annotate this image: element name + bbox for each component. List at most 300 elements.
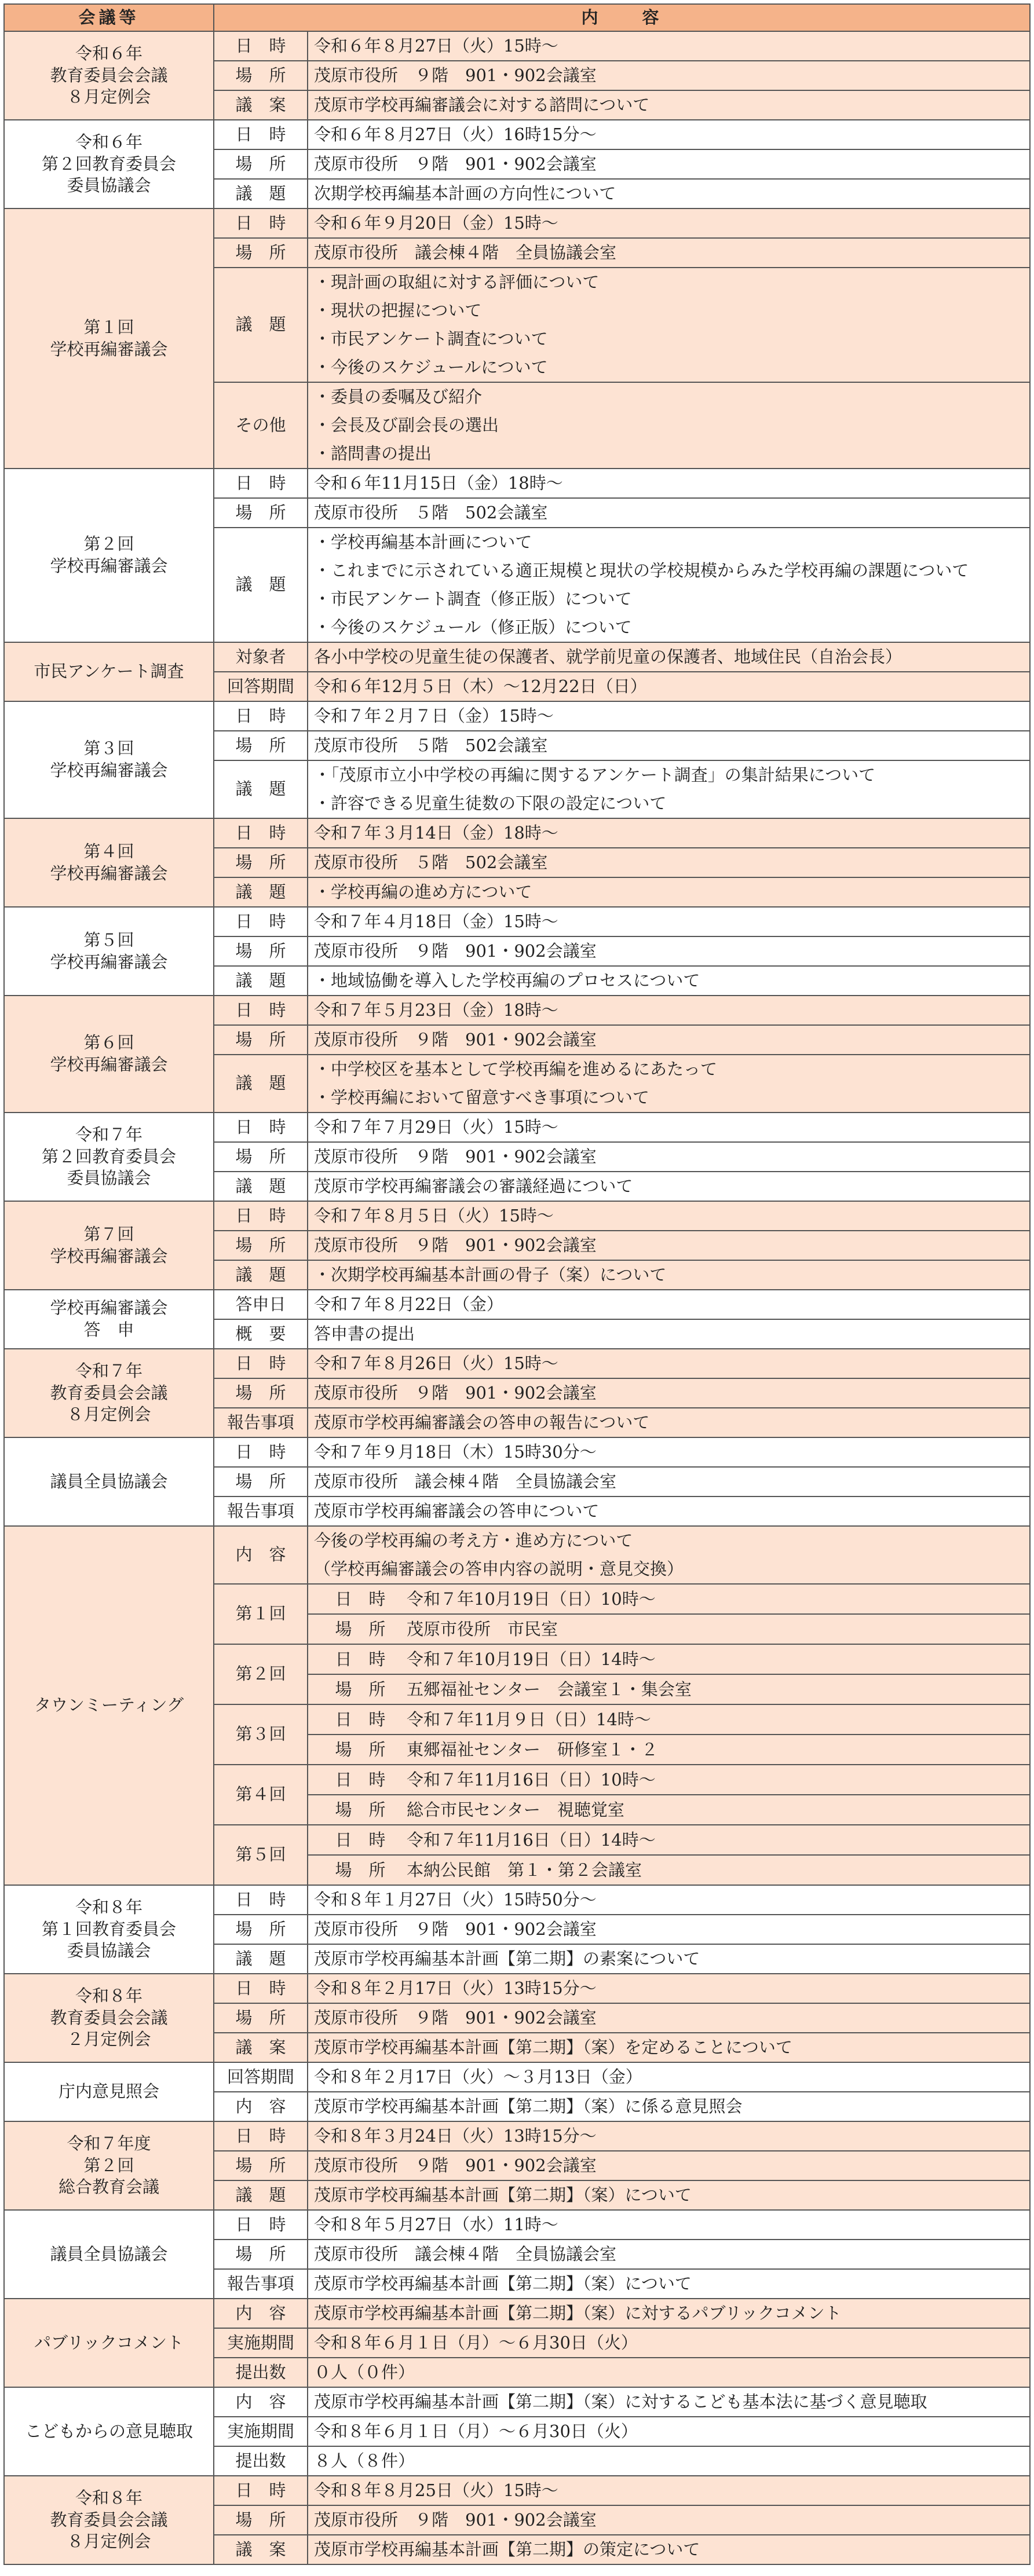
row-label: 提出数 — [214, 2446, 308, 2476]
value-line: 令和８年１月27日（火）15時50分～ — [314, 1890, 597, 1909]
row-label: 対象者 — [214, 642, 308, 672]
row-value — [308, 2269, 1030, 2299]
row-label: 場 所 — [214, 498, 308, 528]
row-label: 議 題 — [214, 1944, 308, 1974]
value-line: ８人（８件） — [314, 2451, 415, 2471]
row-label: 議 題 — [214, 179, 308, 208]
meeting-name-line: 議員全員協議会 — [50, 1471, 168, 1491]
value-line: 茂原市学校再編基本計画【第二期】（案）に対するパブリックコメント — [314, 2303, 842, 2323]
schedule-row — [4, 996, 1030, 1025]
row-label: その他 — [214, 382, 308, 469]
session-place-label: 場 所 — [335, 1679, 386, 1699]
value-line: 茂原市役所 議会棟４階 全員協議会室 — [314, 1472, 617, 1491]
row-value — [308, 61, 1030, 90]
meeting-name-line: 第１回教育委員会 — [41, 1919, 176, 1939]
value-line: （学校再編審議会の答申内容の説明・意見交換） — [314, 1559, 684, 1579]
meeting-name-cell — [4, 1437, 214, 1526]
row-label: 場 所 — [214, 238, 308, 268]
meeting-name-line: 委員協議会 — [67, 175, 151, 196]
row-label: 場 所 — [214, 1915, 308, 1944]
session-date-label: 日 時 — [335, 1770, 386, 1790]
session-date — [308, 1584, 1030, 1614]
row-label: 日 時 — [214, 1974, 308, 2003]
row-value — [308, 2535, 1030, 2564]
row-value — [308, 1260, 1030, 1290]
row-value — [308, 1378, 1030, 1408]
value-line: 令和６年12月５日（木）～12月22日（日） — [314, 676, 647, 696]
row-label: 場 所 — [214, 2240, 308, 2269]
row-label: 日 時 — [214, 31, 308, 61]
row-value — [308, 701, 1030, 731]
meeting-name-line: 委員協議会 — [67, 1941, 151, 1961]
row-value — [308, 2180, 1030, 2210]
row-value — [308, 1944, 1030, 1974]
meeting-name-line: 学校再編審議会 — [50, 1298, 168, 1318]
schedule-row — [4, 2210, 1030, 2240]
meeting-name-line: 学校再編審議会 — [50, 339, 168, 359]
row-label: 回答期間 — [214, 2062, 308, 2092]
row-label: 議 案 — [214, 2033, 308, 2062]
meeting-name-cell — [4, 1885, 214, 1974]
meeting-name-line: 学校再編審議会 — [50, 863, 168, 883]
row-label: 日 時 — [214, 701, 308, 731]
value-line: 令和７年８月22日（金） — [314, 1294, 503, 1314]
row-value — [308, 996, 1030, 1025]
session-place-value: 総合市民センター 視聴覚室 — [407, 1800, 624, 1820]
session-date-label: 日 時 — [335, 1710, 386, 1729]
value-line: ・市民アンケート調査（修正版）について — [314, 589, 632, 609]
session-place-label: 場 所 — [335, 1619, 386, 1639]
value-line: 令和８年３月24日（火）13時15分～ — [314, 2126, 597, 2146]
value-line: 次期学校再編基本計画の方向性について — [314, 184, 616, 203]
session-date — [308, 1704, 1030, 1735]
row-label: 提出数 — [214, 2358, 308, 2387]
meeting-name-line: 学校再編審議会 — [50, 1246, 168, 1266]
row-value — [308, 760, 1030, 818]
session-label: 第５回 — [214, 1825, 308, 1885]
value-line: 答申書の提出 — [314, 1324, 415, 1344]
row-label: 日 時 — [214, 2210, 308, 2240]
row-label: 議 題 — [214, 877, 308, 907]
row-label: 場 所 — [214, 2003, 308, 2033]
value-line: 茂原市役所 ９階 901・902会議室 — [314, 65, 597, 85]
value-line: ・次期学校再編基本計画の骨子（案）について — [314, 1265, 667, 1285]
meeting-name-line: 第２回 — [83, 2155, 134, 2175]
schedule-table — [3, 3, 1031, 2565]
row-value — [308, 2446, 1030, 2476]
meeting-name-line: 第６回 — [83, 1033, 134, 1053]
row-label: 議 題 — [214, 268, 308, 382]
row-label: 場 所 — [214, 1025, 308, 1055]
row-value — [308, 238, 1030, 268]
schedule-row — [4, 1974, 1030, 2003]
row-value — [308, 149, 1030, 179]
row-label: 概 要 — [214, 1319, 308, 1349]
row-label: 日 時 — [214, 469, 308, 498]
row-value — [308, 528, 1030, 642]
session-place — [308, 1735, 1030, 1765]
row-value — [308, 877, 1030, 907]
session-place-value: 茂原市役所 市民室 — [407, 1619, 558, 1639]
session-date — [308, 1825, 1030, 1855]
meeting-name-line: 市民アンケート調査 — [34, 661, 184, 682]
schedule-table-body — [4, 4, 1030, 2564]
value-line: 令和７年８月５日（火）15時～ — [314, 1206, 554, 1225]
row-label: 場 所 — [214, 2505, 308, 2535]
value-line: ・今後のスケジュール（修正版）について — [314, 617, 632, 637]
meeting-name-line: 教育委員会会議 — [50, 2509, 168, 2530]
meeting-name-cell — [4, 818, 214, 907]
value-line: ・市民アンケート調査について — [314, 329, 548, 349]
row-value — [308, 818, 1030, 848]
schedule-row — [4, 642, 1030, 672]
meeting-name-line: 第２回 — [83, 534, 134, 554]
value-line: 令和６年11月15日（金）18時～ — [314, 473, 563, 493]
meeting-name-line: 第３回 — [83, 738, 134, 759]
session-label: 第３回 — [214, 1704, 308, 1765]
row-label: 報告事項 — [214, 2269, 308, 2299]
meeting-name-line: 学校再編審議会 — [50, 952, 168, 972]
value-line: 茂原市学校再編基本計画【第二期】（案）について — [314, 2185, 692, 2205]
row-value — [308, 2387, 1030, 2417]
value-line: 令和８年８月25日（火）15時～ — [314, 2480, 558, 2500]
meeting-name-line: 令和６年 — [75, 131, 143, 152]
session-place-value: 東郷福祉センター 研修室１・２ — [407, 1740, 658, 1759]
schedule-row — [4, 2121, 1030, 2151]
value-line: 茂原市役所 議会棟４階 全員協議会室 — [314, 243, 617, 262]
meeting-name-cell — [4, 2299, 214, 2387]
value-line: 令和７年３月14日（金）18時～ — [314, 823, 558, 843]
value-line: 各小中学校の児童生徒の保護者、就学前児童の保護者、地域住民（自治会長） — [314, 647, 903, 667]
row-value — [308, 1915, 1030, 1944]
row-label: 実施期間 — [214, 2328, 308, 2358]
row-label: 実施期間 — [214, 2417, 308, 2446]
row-label: 場 所 — [214, 1231, 308, 1260]
session-label: 第４回 — [214, 1765, 308, 1825]
row-label: 内 容 — [214, 2387, 308, 2417]
meeting-name-line: 令和６年 — [75, 43, 143, 63]
row-label: 日 時 — [214, 2121, 308, 2151]
meeting-name-line: 総合教育会議 — [58, 2177, 159, 2197]
value-line: 茂原市学校再編基本計画【第二期】の策定について — [314, 2540, 700, 2559]
row-value — [308, 936, 1030, 966]
row-label: 議 題 — [214, 1055, 308, 1113]
meeting-name-line: 委員協議会 — [67, 1168, 151, 1188]
row-label: 日 時 — [214, 1437, 308, 1467]
schedule-row — [4, 818, 1030, 848]
session-date-value: 令和７年11月16日（日）14時～ — [407, 1830, 656, 1850]
row-label: 議 題 — [214, 1260, 308, 1290]
meeting-name-line: 庁内意見照会 — [58, 2081, 159, 2102]
session-place-label: 場 所 — [335, 1860, 386, 1880]
row-label: 日 時 — [214, 1201, 308, 1231]
value-line: 令和７年２月７日（金）15時～ — [314, 706, 554, 726]
value-line: 令和８年６月１日（月）～６月30日（火） — [314, 2333, 638, 2352]
row-value — [308, 1885, 1030, 1915]
value-line: 茂原市役所 議会棟４階 全員協議会室 — [314, 2244, 617, 2264]
meeting-name-cell — [4, 2387, 214, 2476]
value-line: ・学校再編基本計画について — [314, 532, 532, 552]
row-label: 日 時 — [214, 1113, 308, 1142]
row-label: 場 所 — [214, 731, 308, 760]
row-label: 場 所 — [214, 2151, 308, 2180]
value-line: 茂原市学校再編基本計画【第二期】（案）を定めることについて — [314, 2037, 792, 2057]
value-line: 茂原市学校再編審議会の答申の報告について — [314, 1413, 650, 1432]
meeting-name-line: 令和７年 — [75, 1360, 143, 1381]
value-line: 令和７年７月29日（火）15時～ — [314, 1117, 558, 1137]
row-value — [308, 731, 1030, 760]
schedule-row — [4, 1885, 1030, 1915]
meeting-name-line: 第４回 — [83, 841, 134, 861]
row-value — [308, 31, 1030, 61]
value-line: 茂原市学校再編審議会の審議経過について — [314, 1176, 633, 1196]
value-line: ・今後のスケジュールについて — [314, 357, 548, 377]
meeting-name-cell — [4, 907, 214, 996]
meeting-name-line: 第５回 — [83, 930, 134, 950]
session-place-label: 場 所 — [335, 1740, 386, 1759]
row-label: 日 時 — [214, 120, 308, 149]
meeting-name-line: 第１回 — [83, 317, 134, 337]
value-line: 茂原市学校再編審議会に対する諮問について — [314, 95, 650, 115]
meeting-name-line: 答 申 — [83, 1320, 134, 1340]
meeting-name-cell — [4, 701, 214, 818]
meeting-name-line: こどもからの意見聴取 — [24, 2421, 193, 2441]
row-label: 日 時 — [214, 907, 308, 936]
meeting-name-cell — [4, 2210, 214, 2299]
row-label: 場 所 — [214, 61, 308, 90]
row-label: 場 所 — [214, 936, 308, 966]
value-line: 令和７年８月26日（火）15時～ — [314, 1353, 558, 1373]
row-value — [308, 2417, 1030, 2446]
row-value — [308, 2240, 1030, 2269]
row-value — [308, 1055, 1030, 1113]
value-line: ・許容できる児童生徒数の下限の設定について — [314, 793, 667, 813]
schedule-row — [4, 31, 1030, 61]
value-line: ・会長及び副会長の選出 — [314, 415, 499, 435]
session-label: 第２回 — [214, 1644, 308, 1704]
row-label: 議 題 — [214, 1172, 308, 1201]
row-value — [308, 1408, 1030, 1437]
row-value — [308, 907, 1030, 936]
row-value — [308, 179, 1030, 208]
meeting-name-line: 令和７年 — [75, 1124, 143, 1144]
row-label: 場 所 — [214, 1142, 308, 1172]
row-label: 場 所 — [214, 848, 308, 877]
schedule-row — [4, 1290, 1030, 1319]
row-value — [308, 1319, 1030, 1349]
meeting-name-line: 令和７年度 — [67, 2133, 151, 2153]
row-value — [308, 1974, 1030, 2003]
row-value — [308, 1142, 1030, 1172]
value-line: 令和７年４月18日（金）15時～ — [314, 912, 558, 931]
row-label: 報告事項 — [214, 1408, 308, 1437]
row-value — [308, 1290, 1030, 1319]
schedule-row — [4, 469, 1030, 498]
value-line: 令和７年９月18日（木）15時30分～ — [314, 1442, 597, 1462]
row-value — [308, 1025, 1030, 1055]
meeting-name-cell — [4, 120, 214, 208]
value-line: 茂原市役所 ５階 502会議室 — [314, 736, 548, 755]
meeting-name-cell — [4, 1201, 214, 1290]
meeting-name-cell — [4, 1974, 214, 2062]
row-value — [308, 1172, 1030, 1201]
value-line: 茂原市学校再編基本計画【第二期】（案）に対するこども基本法に基づく意見聴取 — [314, 2392, 927, 2412]
value-line: 茂原市役所 ９階 901・902会議室 — [314, 941, 597, 961]
row-label: 場 所 — [214, 149, 308, 179]
meeting-name-cell — [4, 31, 214, 120]
row-value — [308, 2092, 1030, 2121]
row-value — [308, 672, 1030, 701]
value-line: 令和８年５月27日（水）11時～ — [314, 2215, 558, 2234]
meeting-name-line: 第７回 — [83, 1224, 134, 1244]
value-line: 茂原市役所 ９階 901・902会議室 — [314, 1030, 597, 1049]
value-line: 茂原市学校再編基本計画【第二期】（案）に係る意見照会 — [314, 2096, 743, 2116]
value-line: 令和８年６月１日（月）～６月30日（火） — [314, 2421, 638, 2441]
meeting-name-cell — [4, 208, 214, 469]
row-label: 日 時 — [214, 1885, 308, 1915]
value-line: ・学校再編において留意すべき事項について — [314, 1088, 649, 1107]
value-line: 令和６年８月27日（火）16時15分～ — [314, 125, 597, 144]
meeting-name-cell — [4, 642, 214, 701]
session-date-value: 令和７年11月９日（日）14時～ — [407, 1710, 651, 1729]
meeting-name-cell — [4, 996, 214, 1113]
row-value — [308, 2151, 1030, 2180]
value-line: 今後の学校再編の考え方・進め方について — [314, 1531, 633, 1550]
session-date — [308, 1644, 1030, 1674]
row-value — [308, 2358, 1030, 2387]
meeting-name-line: 学校再編審議会 — [50, 1055, 168, 1074]
session-place-value: 五郷福祉センター 会議室１・集会室 — [407, 1679, 692, 1699]
row-label: 議 題 — [214, 2180, 308, 2210]
session-place — [308, 1674, 1030, 1704]
session-place-value: 本納公民館 第１・第２会議室 — [407, 1860, 642, 1880]
row-label: 回答期間 — [214, 672, 308, 701]
meeting-name-line: ８月定例会 — [67, 87, 151, 107]
value-line: 茂原市役所 ５階 502会議室 — [314, 852, 548, 872]
schedule-row — [4, 208, 1030, 238]
row-value — [308, 2003, 1030, 2033]
row-value — [308, 1496, 1030, 1526]
meeting-name-cell — [4, 1290, 214, 1349]
session-date-label: 日 時 — [335, 1830, 386, 1850]
meeting-name-line: 教育委員会会議 — [50, 2007, 168, 2028]
meeting-name-line: 第２回教育委員会 — [41, 153, 176, 174]
meeting-name-cell — [4, 2121, 214, 2210]
session-place — [308, 1795, 1030, 1825]
row-value — [308, 1526, 1030, 1584]
value-line: 茂原市役所 ９階 901・902会議室 — [314, 1919, 597, 1939]
meeting-name-line: 教育委員会会議 — [50, 65, 168, 85]
header-content: 内 容 — [214, 4, 1030, 31]
meeting-name-line: パブリックコメント — [34, 2332, 184, 2352]
row-value — [308, 2033, 1030, 2062]
schedule-row — [4, 701, 1030, 731]
meeting-name-line: 学校再編審議会 — [50, 556, 168, 576]
meeting-name-line: ８月定例会 — [67, 2531, 151, 2552]
row-value — [308, 966, 1030, 996]
value-line: 茂原市役所 ９階 901・902会議室 — [314, 1235, 597, 1255]
row-label: 内 容 — [214, 2092, 308, 2121]
value-line: ・現計画の取組に対する評価について — [314, 272, 600, 292]
row-label: 日 時 — [214, 208, 308, 238]
value-line: 茂原市学校再編基本計画【第二期】（案）について — [314, 2274, 692, 2293]
value-line: 令和６年８月27日（火）15時～ — [314, 36, 558, 56]
value-line: ・諮問書の提出 — [314, 444, 432, 463]
row-value — [308, 2210, 1030, 2240]
meeting-name-cell — [4, 2476, 214, 2564]
row-value — [308, 469, 1030, 498]
value-line: 茂原市役所 ９階 901・902会議室 — [314, 154, 597, 174]
value-line: 令和８年２月17日（火）13時15分～ — [314, 1978, 597, 1998]
meeting-name-line: 教育委員会会議 — [50, 1382, 168, 1403]
meeting-name-line: 議員全員協議会 — [50, 2244, 168, 2264]
row-label: 場 所 — [214, 1378, 308, 1408]
row-value — [308, 848, 1030, 877]
row-label: 議 題 — [214, 528, 308, 642]
row-label: 議 案 — [214, 90, 308, 120]
value-line: 茂原市役所 ９階 901・902会議室 — [314, 1383, 597, 1403]
value-line: ・これまでに示されている適正規模と現状の学校規模からみた学校再編の課題について — [314, 561, 969, 580]
schedule-row — [4, 2062, 1030, 2092]
schedule-row — [4, 1349, 1030, 1378]
row-label: 議 題 — [214, 760, 308, 818]
row-label: 日 時 — [214, 996, 308, 1025]
session-place-label: 場 所 — [335, 1800, 386, 1820]
schedule-table-container — [3, 3, 1031, 2565]
meeting-name-line: 令和８年 — [75, 2487, 143, 2508]
meeting-name-cell — [4, 1113, 214, 1201]
meeting-name-cell — [4, 1349, 214, 1437]
session-place — [308, 1614, 1030, 1644]
row-label: 内 容 — [214, 1526, 308, 1584]
meeting-name-line: ８月定例会 — [67, 1404, 151, 1425]
row-value — [308, 1467, 1030, 1496]
row-label: 内 容 — [214, 2299, 308, 2328]
value-line: 茂原市役所 ９階 901・902会議室 — [314, 2008, 597, 2028]
value-line: 茂原市役所 ９階 901・902会議室 — [314, 2156, 597, 2175]
header-meeting: 会議等 — [4, 4, 214, 31]
session-date-value: 令和７年11月16日（日）10時～ — [407, 1770, 656, 1790]
row-value — [308, 120, 1030, 149]
value-line: ・学校再編の進め方について — [314, 882, 532, 902]
value-line: 茂原市役所 ９階 901・902会議室 — [314, 2510, 597, 2530]
value-line: ・地域協働を導入した学校再編のプロセスについて — [314, 971, 700, 990]
session-date — [308, 1765, 1030, 1795]
session-label: 第１回 — [214, 1584, 308, 1644]
row-value — [308, 498, 1030, 528]
value-line: ・中学校区を基本として学校再編を進めるにあたって — [314, 1059, 718, 1079]
row-label: 場 所 — [214, 1467, 308, 1496]
row-value — [308, 2062, 1030, 2092]
row-label: 日 時 — [214, 2476, 308, 2505]
meeting-name-cell — [4, 2062, 214, 2121]
schedule-row — [4, 1437, 1030, 1467]
header-row — [4, 4, 1030, 31]
row-value — [308, 1201, 1030, 1231]
session-date-value: 令和７年10月19日（日）14時～ — [407, 1649, 656, 1669]
schedule-row — [4, 120, 1030, 149]
row-label: 日 時 — [214, 1349, 308, 1378]
meeting-name-line: 学校再編審議会 — [50, 760, 168, 780]
row-value — [308, 1437, 1030, 1467]
schedule-row — [4, 1113, 1030, 1142]
session-place — [308, 1855, 1030, 1885]
row-label: 日 時 — [214, 818, 308, 848]
row-value — [308, 2299, 1030, 2328]
schedule-row — [4, 2476, 1030, 2505]
row-value — [308, 1113, 1030, 1142]
value-line: ・委員の委嘱及び紹介 — [314, 387, 483, 407]
